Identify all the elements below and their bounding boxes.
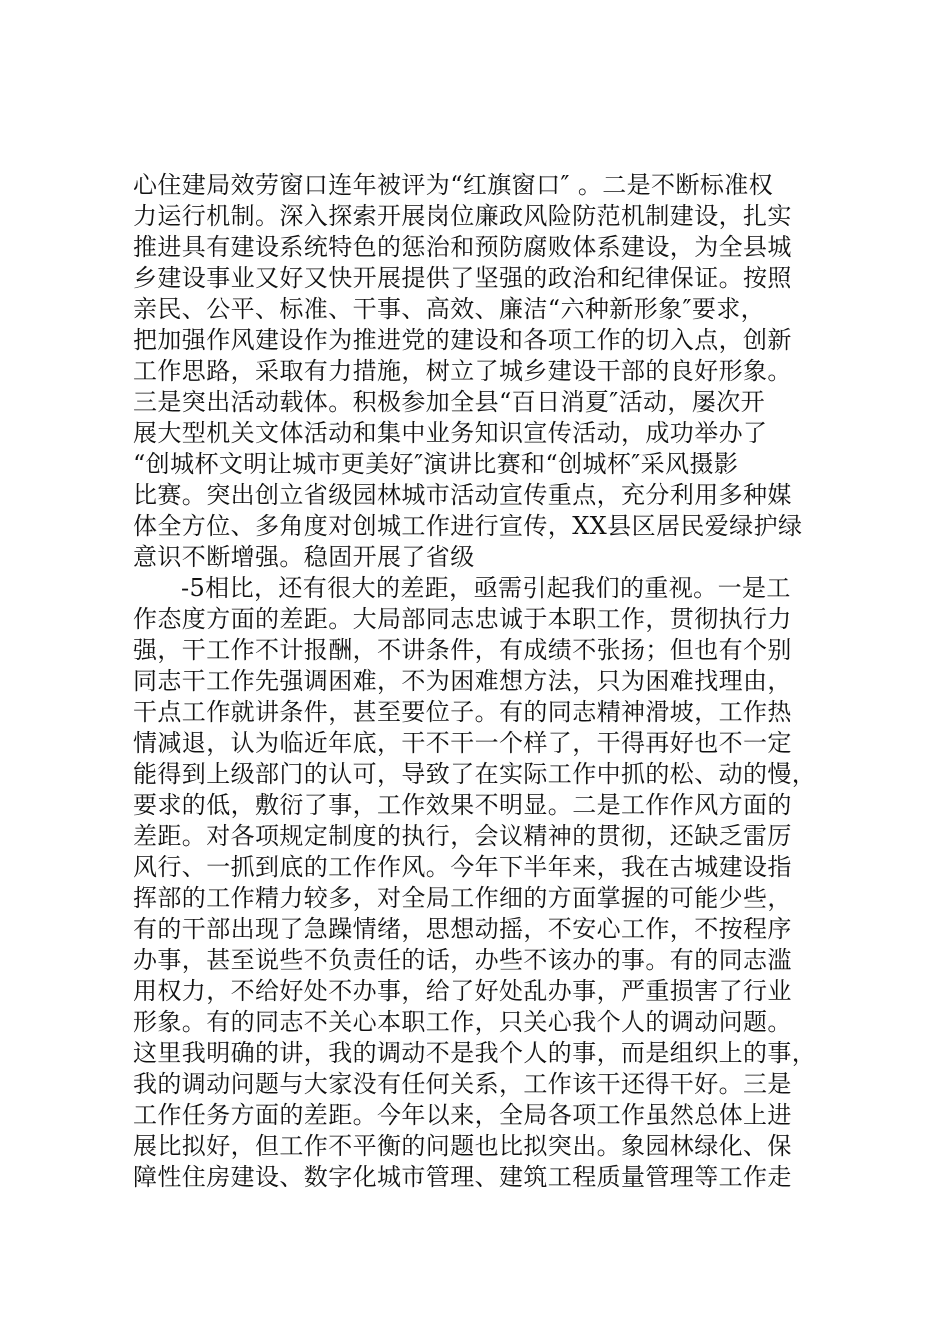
text-line: 工作任务方面的差距。今年以来，全局各项工作虽然总体上进	[133, 1101, 792, 1129]
text-line: 形象。有的同志不关心本职工作，只关心我个人的调动问题。	[133, 1008, 792, 1036]
text-line: 挥部的工作精力较多，对全局工作细的方面掌握的可能少些，	[133, 884, 792, 912]
text-line: 办事，甚至说些不负责任的话，办些不该办的事。有的同志滥	[133, 946, 792, 974]
text-line: “创城杯文明让城市更美好″演讲比赛和“创城杯″采风摄影	[133, 450, 739, 478]
text-line: 障性住房建设、数字化城市管理、建筑工程质量管理等工作走	[133, 1163, 792, 1191]
text-line: 力运行机制。深入探索开展岗位廉政风险防范机制建设，扎实	[133, 202, 792, 230]
text-line: 我的调动问题与大家没有任何关系，工作该干还得干好。三是	[133, 1070, 792, 1098]
text-line: 这里我明确的讲，我的调动不是我个人的事，而是组织上的事，	[133, 1039, 817, 1067]
text-line: 把加强作风建设作为推进党的建设和各项工作的切入点，创新	[133, 326, 792, 354]
text-line: 情减退，认为临近年底，干不干一个样了，干得再好也不一定	[133, 729, 792, 757]
text-line: 乡建设事业又好又快开展提供了坚强的政治和纪律保证。按照	[133, 264, 792, 292]
text-line: 意识不断增强。稳固开展了省级	[133, 543, 475, 571]
text-line: 比赛。突出创立省级园林城市活动宣传重点，充分利用多种媒	[133, 481, 792, 509]
text-line: 差距。对各项规定制度的执行，会议精神的贯彻，还缺乏雷厉	[133, 822, 792, 850]
text-line: 作态度方面的差距。大局部同志忠诚于本职工作，贯彻执行力	[133, 605, 792, 633]
text-line: 亲民、公平、标准、干事、高效、廉洁“六种新形象″要求，	[133, 295, 766, 323]
text-line: 展比拟好，但工作不平衡的问题也比拟突出。象园林绿化、保	[133, 1132, 792, 1160]
text-line: 要求的低，敷衍了事，工作效果不明显。二是工作作风方面的	[133, 791, 792, 819]
text-line: -5相比，还有很大的差距，亟需引起我们的重视。一是工	[181, 574, 791, 602]
text-line: 展大型机关文体活动和集中业务知识宣传活动，成功举办了	[133, 419, 768, 447]
text-line: 心住建局效劳窗口连年被评为“红旗窗口″ 。二是不断标准权	[133, 171, 774, 199]
text-line: 用权力，不给好处不办事，给了好处乱办事，严重损害了行业	[133, 977, 792, 1005]
text-line: 干点工作就讲条件，甚至要位子。有的同志精神滑坡，工作热	[133, 698, 792, 726]
paragraph-2	[133, 573, 833, 1193]
paragraph-1	[133, 170, 833, 573]
text-line: 强，干工作不计报酬，不讲条件，有成绩不张扬；但也有个别	[133, 636, 792, 664]
text-line: 有的干部出现了急躁情绪，思想动摇，不安心工作，不按程序	[133, 915, 792, 943]
text-line: 三是突出活动载体。积极参加全县“百日消夏″活动，屡次开	[133, 388, 766, 416]
text-line: 工作思路，采取有力措施，树立了城乡建设干部的良好形象。	[133, 357, 792, 385]
text-line: 风行、一抓到底的工作作风。今年下半年来，我在古城建设指	[133, 853, 792, 881]
text-line: 推进具有建设系统特色的惩治和预防腐败体系建设，为全县城	[133, 233, 792, 261]
text-line: 同志干工作先强调困难，不为困难想方法，只为困难找理由，	[133, 667, 792, 695]
text-line: 体全方位、多角度对创城工作进行宣传，XX县区居民爱绿护绿	[133, 512, 803, 540]
text-line: 能得到上级部门的认可，导致了在实际工作中抓的松、动的慢，	[133, 760, 817, 788]
